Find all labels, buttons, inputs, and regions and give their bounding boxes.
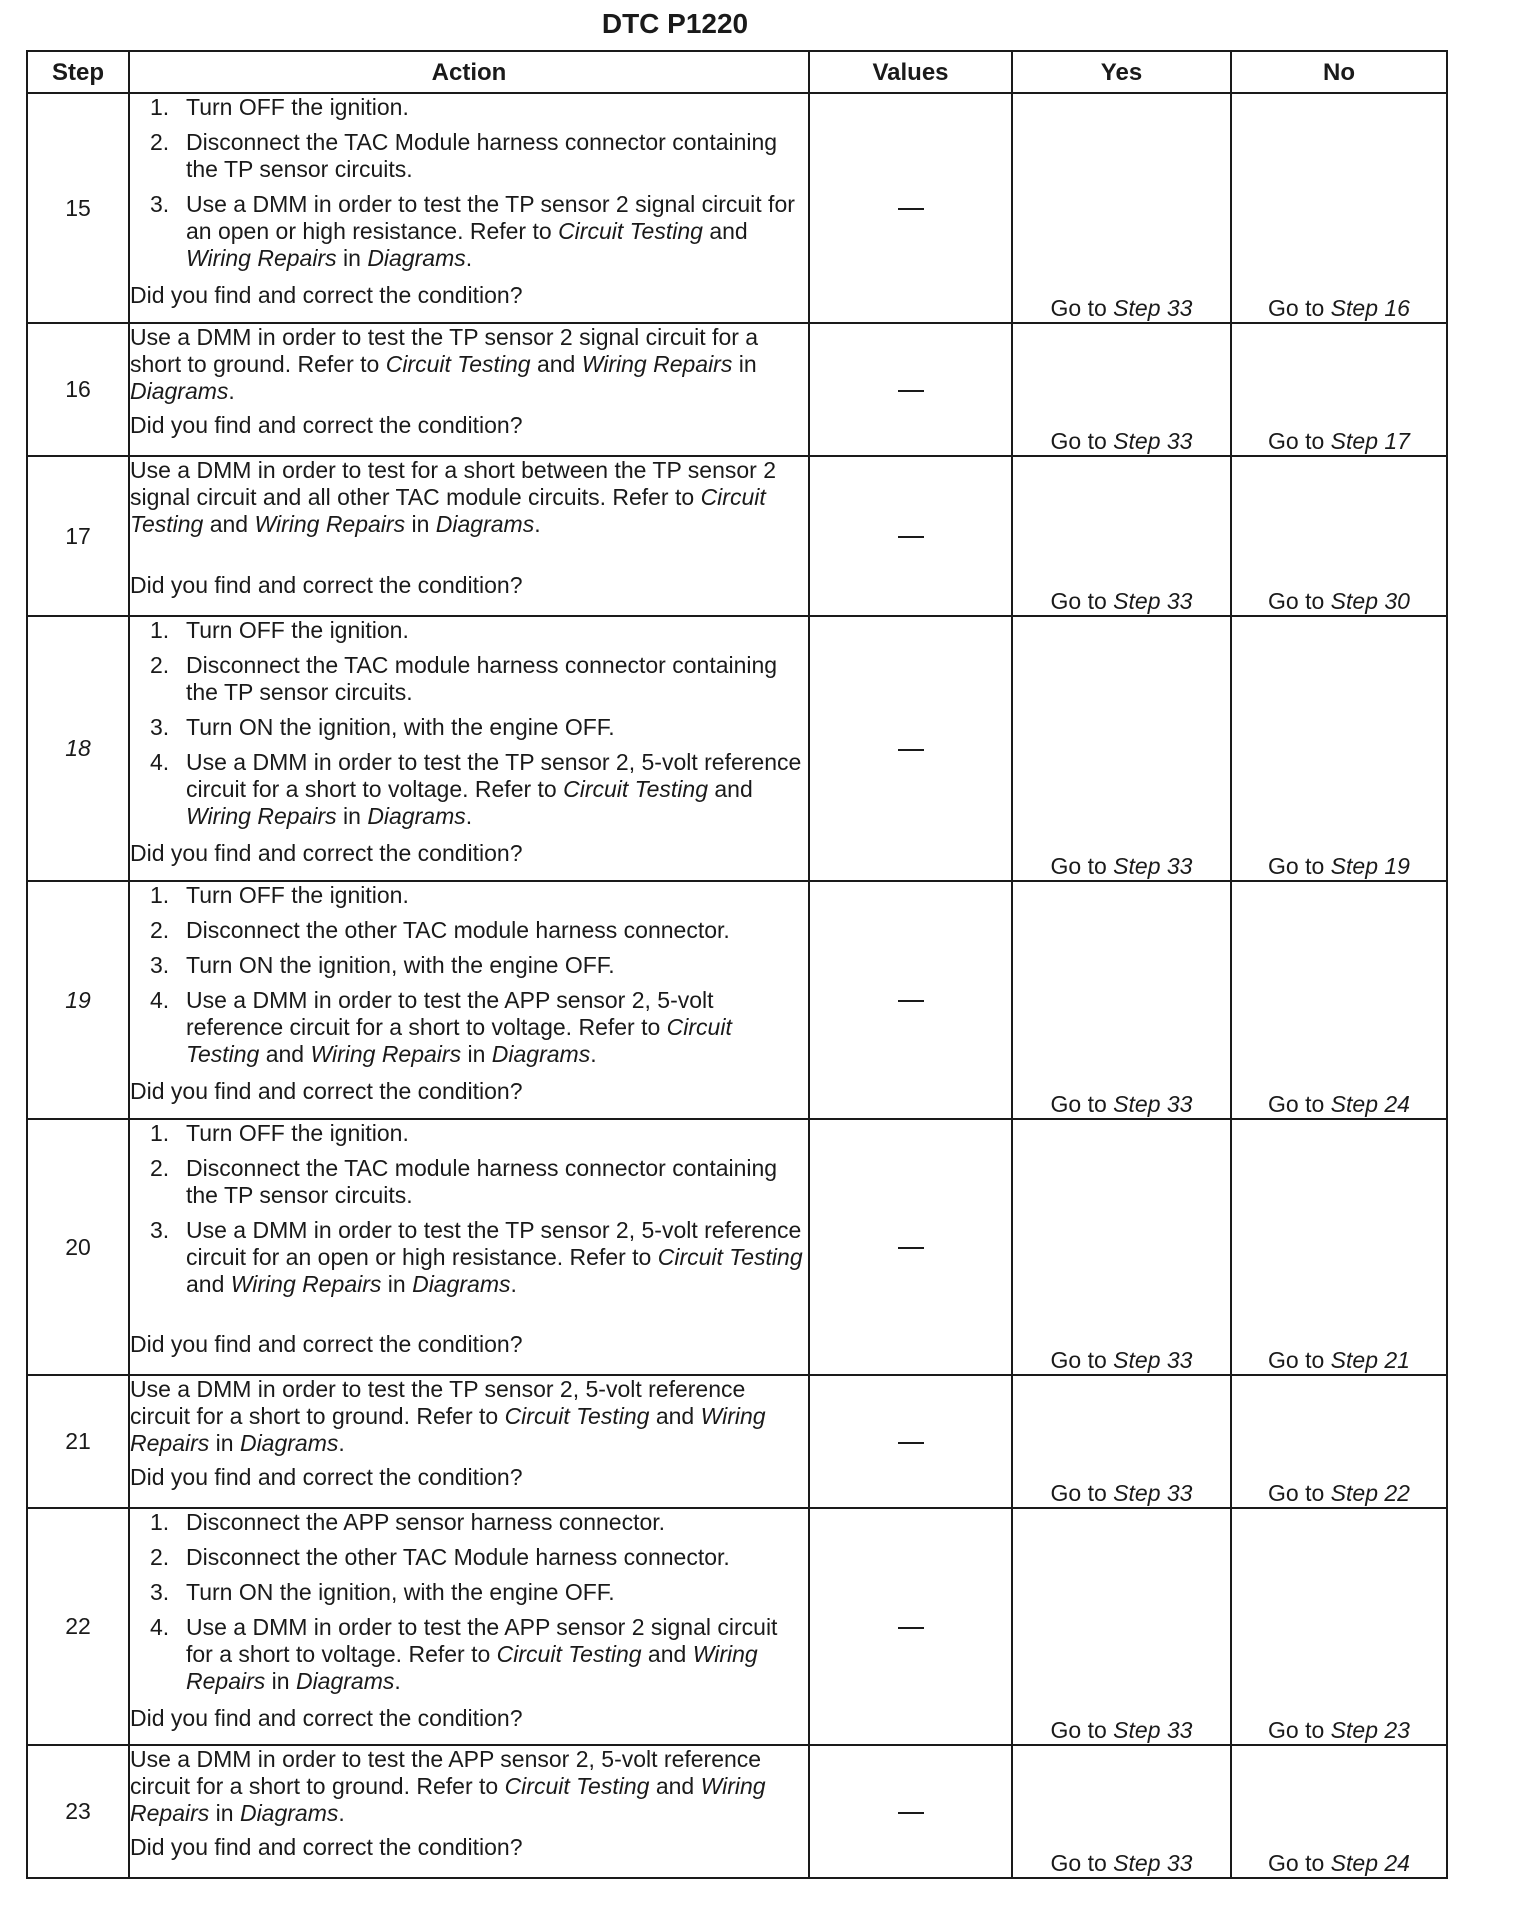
table-row bbox=[27, 93, 1447, 323]
table-row bbox=[27, 456, 1447, 616]
instruction-number: 3. bbox=[150, 1579, 170, 1605]
action-body bbox=[130, 457, 808, 599]
step-target: 19 bbox=[1384, 853, 1410, 879]
step-reference[interactable] bbox=[1331, 1091, 1410, 1117]
instruction-number: 1. bbox=[150, 882, 170, 908]
step-reference[interactable] bbox=[1113, 1850, 1192, 1876]
go-to-no bbox=[1231, 881, 1447, 1119]
instruction-text: Disconnect the APP sensor harness connector. bbox=[186, 1509, 666, 1535]
step-reference[interactable] bbox=[1331, 1347, 1410, 1373]
action-cell bbox=[129, 1745, 809, 1878]
action-paragraph: Use a DMM in order to test the TP sensor 2, 5-volt reference circuit for a short to ground. Refer to Circuit Testing and Wiring Repairs in Diagrams. bbox=[130, 1376, 766, 1456]
instruction-text: Disconnect the TAC Module harness connector containing the TP sensor circuits. bbox=[186, 129, 778, 182]
dash-mark bbox=[898, 208, 924, 210]
step-target: 23 bbox=[1384, 1717, 1410, 1743]
values-cell bbox=[809, 93, 1012, 323]
instruction-list bbox=[130, 617, 808, 830]
action-paragraph: Use a DMM in order to test the TP sensor 2 signal circuit for a short to ground. Refer to Circuit Testing and Wiring Repairs in Diagrams. bbox=[130, 324, 759, 404]
header-row bbox=[27, 51, 1447, 93]
instruction-text: Turn OFF the ignition. bbox=[186, 617, 409, 643]
step-target: 33 bbox=[1166, 1091, 1193, 1117]
action-instructions bbox=[130, 1746, 808, 1827]
values-cell bbox=[809, 616, 1012, 881]
action-cell bbox=[129, 616, 809, 881]
go-to-no bbox=[1231, 93, 1447, 323]
action-instructions bbox=[130, 1376, 808, 1457]
action-body bbox=[130, 94, 808, 309]
instruction-number: 1. bbox=[150, 617, 170, 643]
dash-mark bbox=[898, 1442, 924, 1444]
action-body bbox=[130, 1746, 808, 1861]
step-word: Step bbox=[1113, 853, 1167, 879]
go-to-prefix: Go to bbox=[1268, 1091, 1331, 1117]
condition-question: Did you find and correct the condition? bbox=[130, 412, 523, 438]
go-to-prefix: Go to bbox=[1050, 1480, 1114, 1506]
step-word: Step bbox=[1113, 1717, 1167, 1743]
step-target: 33 bbox=[1166, 1480, 1193, 1506]
step-reference[interactable] bbox=[1331, 428, 1410, 454]
table-row bbox=[27, 1745, 1447, 1878]
step-reference[interactable] bbox=[1331, 1850, 1410, 1876]
step-reference[interactable] bbox=[1113, 588, 1192, 614]
go-to-prefix: Go to bbox=[1268, 1850, 1331, 1876]
instruction-number: 3. bbox=[150, 714, 170, 740]
instruction-text: Disconnect the other TAC module harness connector. bbox=[186, 917, 730, 943]
instruction-text: Turn OFF the ignition. bbox=[186, 1120, 409, 1146]
instruction-item bbox=[130, 1579, 808, 1606]
action-instructions bbox=[130, 324, 808, 405]
step-number: 15 bbox=[27, 93, 129, 323]
step-reference[interactable] bbox=[1113, 1347, 1192, 1373]
instruction-number: 2. bbox=[150, 1155, 170, 1181]
step-word: Step bbox=[1330, 588, 1385, 614]
instruction-number: 2. bbox=[150, 652, 170, 678]
header-yes: Yes bbox=[1012, 51, 1231, 93]
step-reference[interactable] bbox=[1331, 1480, 1410, 1506]
instruction-item bbox=[130, 952, 808, 979]
step-target: 16 bbox=[1384, 295, 1410, 321]
step-word: Step bbox=[1113, 1347, 1167, 1373]
go-to-yes bbox=[1012, 881, 1231, 1119]
go-to-prefix: Go to bbox=[1268, 1717, 1331, 1743]
go-to-no bbox=[1231, 456, 1447, 616]
step-word: Step bbox=[1113, 1480, 1167, 1506]
action-paragraph: Use a DMM in order to test the APP sensor 2, 5-volt reference circuit for a short to ground. Refer to Circuit Testing and Wiring Repairs in Diagrams. bbox=[130, 1746, 766, 1826]
step-number: 23 bbox=[27, 1745, 129, 1878]
instruction-item bbox=[130, 94, 808, 121]
go-to-yes bbox=[1012, 1375, 1231, 1508]
instruction-list bbox=[130, 94, 808, 272]
step-target: 33 bbox=[1166, 1347, 1193, 1373]
dash-mark bbox=[898, 390, 924, 392]
step-reference[interactable] bbox=[1331, 853, 1410, 879]
instruction-number: 1. bbox=[150, 1509, 170, 1535]
go-to-prefix: Go to bbox=[1268, 853, 1331, 879]
go-to-prefix: Go to bbox=[1050, 1091, 1114, 1117]
action-body bbox=[130, 617, 808, 867]
instruction-list bbox=[130, 882, 808, 1068]
action-paragraph: Use a DMM in order to test for a short between the TP sensor 2 signal circuit and all other TAC module circuits. Refer to Circuit Testing and Wiring Repairs in Diagrams. bbox=[130, 457, 777, 537]
step-target: 33 bbox=[1166, 588, 1193, 614]
diagnostic-table bbox=[26, 50, 1448, 1879]
header-step: Step bbox=[27, 51, 129, 93]
action-instructions bbox=[130, 94, 808, 280]
step-word: Step bbox=[1330, 1480, 1385, 1506]
instruction-item bbox=[130, 1544, 808, 1571]
dash-mark bbox=[898, 1812, 924, 1814]
action-cell bbox=[129, 1119, 809, 1375]
instruction-item bbox=[130, 1614, 808, 1695]
action-cell bbox=[129, 93, 809, 323]
instruction-text: Turn ON the ignition, with the engine OFF. bbox=[186, 714, 615, 740]
instruction-text: Turn ON the ignition, with the engine OFF. bbox=[186, 952, 615, 978]
step-reference[interactable] bbox=[1331, 1717, 1410, 1743]
instruction-text: Use a DMM in order to test the TP sensor 2, 5-volt reference circuit for an open or high resistance. Refer to Circuit Testing and Wiring Repairs in Diagrams. bbox=[186, 1217, 803, 1297]
step-word: Step bbox=[1330, 1717, 1385, 1743]
action-body bbox=[130, 1376, 808, 1491]
instruction-item bbox=[130, 749, 808, 830]
instruction-number: 3. bbox=[150, 1217, 170, 1243]
action-body bbox=[130, 324, 808, 439]
go-to-prefix: Go to bbox=[1050, 1347, 1114, 1373]
page-title: DTC P1220 bbox=[601, 8, 749, 39]
go-to-prefix: Go to bbox=[1268, 1480, 1331, 1506]
go-to-yes bbox=[1012, 1508, 1231, 1745]
action-instructions bbox=[130, 1509, 808, 1703]
instruction-number: 4. bbox=[150, 749, 170, 775]
go-to-prefix: Go to bbox=[1268, 428, 1331, 454]
instruction-text: Turn OFF the ignition. bbox=[186, 882, 409, 908]
values-cell bbox=[809, 1508, 1012, 1745]
action-instructions bbox=[130, 1120, 808, 1306]
action-instructions bbox=[130, 617, 808, 838]
step-word: Step bbox=[1330, 853, 1385, 879]
table-row bbox=[27, 1375, 1447, 1508]
instruction-item bbox=[130, 617, 808, 644]
step-number: 19 bbox=[27, 881, 129, 1119]
step-number: 16 bbox=[27, 323, 129, 456]
dash-mark bbox=[898, 1000, 924, 1002]
go-to-prefix: Go to bbox=[1050, 853, 1114, 879]
instruction-item bbox=[130, 129, 808, 183]
go-to-no bbox=[1231, 1119, 1447, 1375]
values-cell bbox=[809, 1745, 1012, 1878]
instruction-text: Disconnect the TAC module harness connector containing the TP sensor circuits. bbox=[186, 1155, 778, 1208]
header-action: Action bbox=[129, 51, 809, 93]
instruction-text: Turn ON the ignition, with the engine OFF. bbox=[186, 1579, 615, 1605]
instruction-list bbox=[130, 1120, 808, 1298]
header-no: No bbox=[1231, 51, 1447, 93]
go-to-yes bbox=[1012, 1119, 1231, 1375]
step-number: 20 bbox=[27, 1119, 129, 1375]
step-target: 17 bbox=[1384, 428, 1410, 454]
instruction-text: Use a DMM in order to test the APP sensor 2 signal circuit for a short to voltage. Refer to Circuit Testing and Wiring Repairs in Diagrams. bbox=[186, 1614, 778, 1694]
condition-question: Did you find and correct the condition? bbox=[130, 1331, 523, 1357]
step-target: 30 bbox=[1384, 588, 1410, 614]
action-instructions bbox=[130, 457, 808, 538]
step-word: Step bbox=[1113, 1091, 1167, 1117]
values-cell bbox=[809, 323, 1012, 456]
step-word: Step bbox=[1330, 428, 1385, 454]
go-to-yes bbox=[1012, 323, 1231, 456]
instruction-text: Disconnect the TAC module harness connector containing the TP sensor circuits. bbox=[186, 652, 778, 705]
instruction-text: Disconnect the other TAC Module harness connector. bbox=[186, 1544, 730, 1570]
step-word: Step bbox=[1113, 295, 1167, 321]
step-target: 24 bbox=[1384, 1091, 1410, 1117]
table-row bbox=[27, 1119, 1447, 1375]
step-reference[interactable] bbox=[1113, 853, 1192, 879]
action-body bbox=[130, 1509, 808, 1732]
step-target: 21 bbox=[1384, 1347, 1410, 1373]
instruction-number: 3. bbox=[150, 191, 170, 217]
step-reference[interactable] bbox=[1113, 428, 1192, 454]
step-target: 33 bbox=[1166, 1717, 1193, 1743]
instruction-number: 4. bbox=[150, 987, 170, 1013]
instruction-text: Use a DMM in order to test the TP sensor 2, 5-volt reference circuit for a short to voltage. Refer to Circuit Testing and Wiring Repairs in Diagrams. bbox=[186, 749, 802, 829]
step-reference[interactable] bbox=[1331, 588, 1410, 614]
step-reference[interactable] bbox=[1113, 1717, 1192, 1743]
step-word: Step bbox=[1113, 428, 1167, 454]
condition-question: Did you find and correct the condition? bbox=[130, 282, 523, 308]
instruction-number: 1. bbox=[150, 94, 170, 120]
step-number: 17 bbox=[27, 456, 129, 616]
instruction-item bbox=[130, 987, 808, 1068]
table-row bbox=[27, 616, 1447, 881]
instruction-item bbox=[130, 191, 808, 272]
go-to-no bbox=[1231, 1375, 1447, 1508]
condition-question: Did you find and correct the condition? bbox=[130, 1078, 523, 1104]
dash-mark bbox=[898, 1247, 924, 1249]
action-body bbox=[130, 1120, 808, 1358]
go-to-prefix: Go to bbox=[1050, 1850, 1114, 1876]
step-reference[interactable] bbox=[1113, 1480, 1192, 1506]
go-to-prefix: Go to bbox=[1050, 295, 1114, 321]
instruction-item bbox=[130, 1120, 808, 1147]
instruction-list bbox=[130, 1509, 808, 1695]
table-row bbox=[27, 1508, 1447, 1745]
instruction-number: 4. bbox=[150, 1614, 170, 1640]
go-to-no bbox=[1231, 323, 1447, 456]
condition-question: Did you find and correct the condition? bbox=[130, 572, 523, 598]
dash-mark bbox=[898, 536, 924, 538]
condition-question: Did you find and correct the condition? bbox=[130, 1834, 523, 1860]
instruction-text: Turn OFF the ignition. bbox=[186, 94, 409, 120]
instruction-item bbox=[130, 652, 808, 706]
instruction-number: 2. bbox=[150, 129, 170, 155]
instruction-item bbox=[130, 1509, 808, 1536]
values-cell bbox=[809, 881, 1012, 1119]
action-instructions bbox=[130, 882, 808, 1076]
step-word: Step bbox=[1330, 1091, 1385, 1117]
action-cell bbox=[129, 1508, 809, 1745]
go-to-no bbox=[1231, 616, 1447, 881]
instruction-number: 3. bbox=[150, 952, 170, 978]
table-row bbox=[27, 881, 1447, 1119]
go-to-prefix: Go to bbox=[1050, 588, 1114, 614]
instruction-item bbox=[130, 917, 808, 944]
table-row bbox=[27, 323, 1447, 456]
step-word: Step bbox=[1113, 1850, 1167, 1876]
instruction-text: Use a DMM in order to test the APP sensor 2, 5-volt reference circuit for a short to voltage. Refer to Circuit Testing and Wiring Repairs in Diagrams. bbox=[186, 987, 732, 1067]
dash-mark bbox=[898, 749, 924, 751]
header-values: Values bbox=[809, 51, 1012, 93]
go-to-yes bbox=[1012, 93, 1231, 323]
instruction-number: 2. bbox=[150, 917, 170, 943]
instruction-item bbox=[130, 714, 808, 741]
go-to-no bbox=[1231, 1745, 1447, 1878]
condition-question: Did you find and correct the condition? bbox=[130, 840, 523, 866]
condition-question: Did you find and correct the condition? bbox=[130, 1705, 523, 1731]
go-to-no bbox=[1231, 1508, 1447, 1745]
step-word: Step bbox=[1330, 1850, 1385, 1876]
go-to-prefix: Go to bbox=[1050, 428, 1114, 454]
instruction-text: Use a DMM in order to test the TP sensor 2 signal circuit for an open or high resistance. Refer to Circuit Testing and Wiring Repairs in Diagrams. bbox=[186, 191, 795, 271]
values-cell bbox=[809, 1119, 1012, 1375]
values-cell bbox=[809, 1375, 1012, 1508]
action-cell bbox=[129, 881, 809, 1119]
go-to-yes bbox=[1012, 616, 1231, 881]
step-word: Step bbox=[1330, 295, 1385, 321]
instruction-item bbox=[130, 1155, 808, 1209]
step-target: 22 bbox=[1384, 1480, 1410, 1506]
step-number: 22 bbox=[27, 1508, 129, 1745]
go-to-prefix: Go to bbox=[1268, 588, 1331, 614]
step-target: 24 bbox=[1384, 1850, 1410, 1876]
go-to-prefix: Go to bbox=[1268, 1347, 1331, 1373]
step-number: 18 bbox=[27, 616, 129, 881]
action-cell bbox=[129, 323, 809, 456]
step-reference[interactable] bbox=[1331, 295, 1410, 321]
step-number: 21 bbox=[27, 1375, 129, 1508]
step-target: 33 bbox=[1166, 853, 1193, 879]
instruction-item bbox=[130, 882, 808, 909]
values-cell bbox=[809, 456, 1012, 616]
action-body bbox=[130, 882, 808, 1105]
step-word: Step bbox=[1113, 588, 1167, 614]
step-reference[interactable] bbox=[1113, 295, 1192, 321]
instruction-number: 2. bbox=[150, 1544, 170, 1570]
instruction-number: 1. bbox=[150, 1120, 170, 1146]
action-cell bbox=[129, 1375, 809, 1508]
condition-question: Did you find and correct the condition? bbox=[130, 1464, 523, 1490]
go-to-yes bbox=[1012, 1745, 1231, 1878]
step-reference[interactable] bbox=[1113, 1091, 1192, 1117]
step-word: Step bbox=[1330, 1347, 1385, 1373]
go-to-prefix: Go to bbox=[1050, 1717, 1114, 1743]
step-target: 33 bbox=[1166, 295, 1193, 321]
go-to-yes bbox=[1012, 456, 1231, 616]
go-to-prefix: Go to bbox=[1268, 295, 1331, 321]
instruction-item bbox=[130, 1217, 808, 1298]
step-target: 33 bbox=[1166, 1850, 1193, 1876]
dash-mark bbox=[898, 1627, 924, 1629]
action-cell bbox=[129, 456, 809, 616]
step-target: 33 bbox=[1166, 428, 1193, 454]
